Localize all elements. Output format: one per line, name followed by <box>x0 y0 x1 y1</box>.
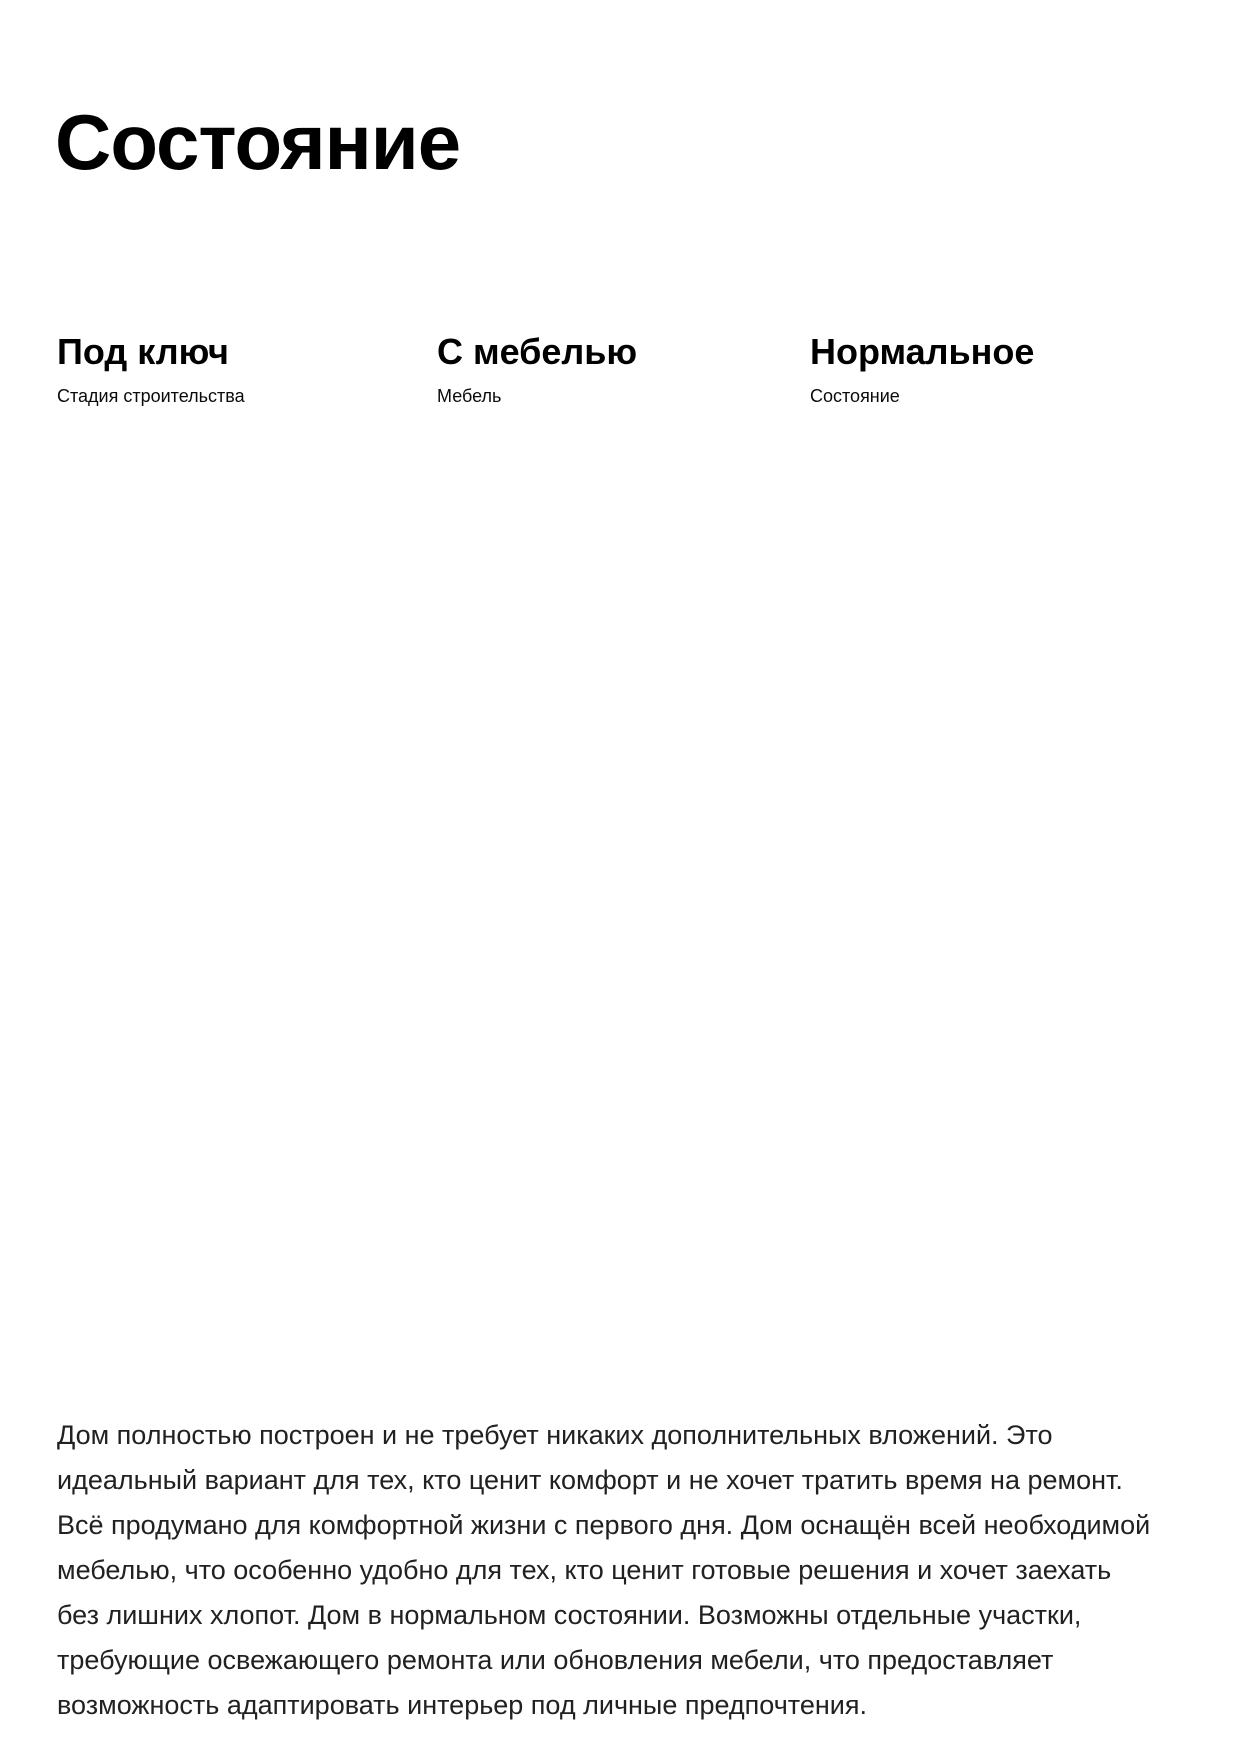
feature-furniture <box>437 331 793 408</box>
feature-title-construction-stage: Под ключ <box>57 331 229 372</box>
feature-title-furniture: С мебелью <box>437 331 638 372</box>
feature-label-construction-stage: Стадия строительства <box>57 386 245 406</box>
feature-title-condition: Нормальное <box>810 331 1035 372</box>
page-title: Состояние <box>55 98 461 187</box>
feature-construction-stage <box>57 331 413 408</box>
feature-label-condition: Состояние <box>810 386 900 406</box>
feature-label-furniture: Мебель <box>437 386 502 406</box>
description-paragraph: Дом полностью построен и не требует никаких дополнительных вложений. Это идеальный вариант для тех, кто ценит комфорт и не хочет тратить время на ремонт. Всё продумано для комфортной жизни с первого дня. Дом оснащён всей необходимой мебелью, что особенно удобно для тех, кто ценит готовые решения и хочет заехать без лишних хлопот. Дом в нормальном состоянии. Возможны отдельные участки, требующие освежающего ремонта или обновления мебели, что предоставляет возможность адаптировать интерьер под личные предпочтения. <box>57 1420 1151 1720</box>
features-row <box>0 331 1241 434</box>
feature-condition <box>810 331 1166 408</box>
